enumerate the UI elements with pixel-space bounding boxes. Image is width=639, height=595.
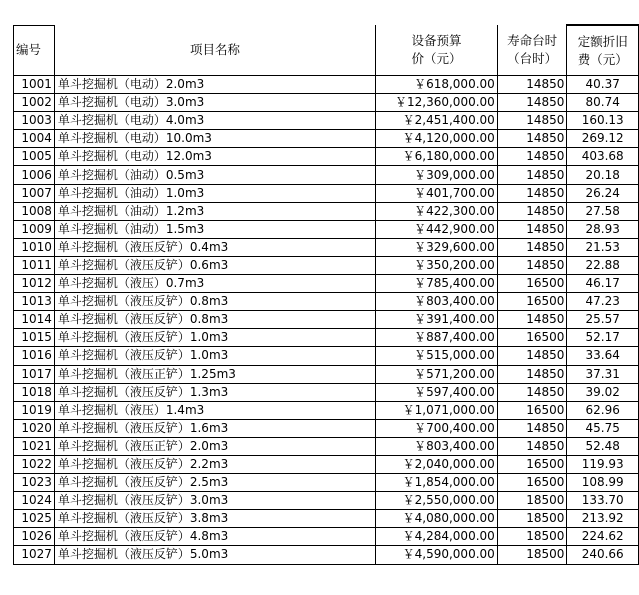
cell-code[interactable]: 1002 bbox=[14, 94, 55, 112]
cell-life[interactable]: 18500 bbox=[497, 492, 567, 510]
cell-life[interactable]: 14850 bbox=[497, 148, 567, 166]
cell-code[interactable]: 1026 bbox=[14, 528, 55, 546]
cell-code[interactable]: 1003 bbox=[14, 112, 55, 130]
cell-life[interactable]: 14850 bbox=[497, 76, 567, 94]
table-row bbox=[14, 419, 639, 437]
cell-price[interactable]: ￥350,200.00 bbox=[376, 256, 498, 274]
header-life[interactable] bbox=[497, 25, 567, 76]
cell-name[interactable]: 单斗挖掘机（油动）1.0m3 bbox=[54, 184, 375, 202]
cell-rate[interactable]: 269.12 bbox=[567, 130, 639, 148]
cell-life[interactable]: 16500 bbox=[497, 455, 567, 473]
cell-price[interactable]: ￥2,040,000.00 bbox=[376, 455, 498, 473]
cell-price[interactable]: ￥2,550,000.00 bbox=[376, 492, 498, 510]
cell-name[interactable]: 单斗挖掘机（液压）1.4m3 bbox=[54, 401, 375, 419]
cell-life[interactable]: 14850 bbox=[497, 347, 567, 365]
cell-rate[interactable]: 46.17 bbox=[567, 275, 639, 293]
cell-rate[interactable]: 33.64 bbox=[567, 347, 639, 365]
cell-price[interactable]: ￥618,000.00 bbox=[376, 76, 498, 94]
equipment-table bbox=[13, 24, 639, 565]
cell-code[interactable]: 1012 bbox=[14, 275, 55, 293]
header-life-line1: 寿命台时 bbox=[507, 33, 558, 48]
table-row bbox=[14, 474, 639, 492]
cell-life[interactable]: 18500 bbox=[497, 528, 567, 546]
cell-name[interactable]: 单斗挖掘机（液压反铲）3.0m3 bbox=[54, 492, 375, 510]
cell-life[interactable]: 16500 bbox=[497, 275, 567, 293]
cell-price[interactable]: ￥1,071,000.00 bbox=[376, 401, 498, 419]
table-row bbox=[14, 112, 639, 130]
cell-name[interactable]: 单斗挖掘机（液压反铲）0.8m3 bbox=[54, 293, 375, 311]
header-rate[interactable] bbox=[567, 25, 639, 76]
cell-code[interactable]: 1022 bbox=[14, 455, 55, 473]
cell-code[interactable]: 1027 bbox=[14, 546, 55, 564]
cell-price[interactable]: ￥391,400.00 bbox=[376, 311, 498, 329]
cell-code[interactable]: 1009 bbox=[14, 220, 55, 238]
cell-name[interactable]: 单斗挖掘机（液压正铲）1.25m3 bbox=[54, 365, 375, 383]
cell-price[interactable]: ￥6,180,000.00 bbox=[376, 148, 498, 166]
header-row bbox=[14, 25, 639, 76]
cell-code[interactable]: 1006 bbox=[14, 166, 55, 184]
cell-life[interactable]: 16500 bbox=[497, 474, 567, 492]
cell-life[interactable]: 14850 bbox=[497, 311, 567, 329]
cell-code[interactable]: 1021 bbox=[14, 437, 55, 455]
cell-price[interactable]: ￥401,700.00 bbox=[376, 184, 498, 202]
cell-rate[interactable]: 119.93 bbox=[567, 455, 639, 473]
cell-name[interactable]: 单斗挖掘机（液压反铲）0.6m3 bbox=[54, 256, 375, 274]
cell-name[interactable]: 单斗挖掘机（液压反铲）1.0m3 bbox=[54, 329, 375, 347]
cell-rate[interactable]: 26.24 bbox=[567, 184, 639, 202]
cell-price[interactable]: ￥1,854,000.00 bbox=[376, 474, 498, 492]
cell-price[interactable]: ￥785,400.00 bbox=[376, 275, 498, 293]
table-row bbox=[14, 293, 639, 311]
cell-price[interactable]: ￥422,300.00 bbox=[376, 202, 498, 220]
cell-code[interactable]: 1015 bbox=[14, 329, 55, 347]
cell-code[interactable]: 1013 bbox=[14, 293, 55, 311]
table-row bbox=[14, 184, 639, 202]
table-row bbox=[14, 437, 639, 455]
cell-rate[interactable]: 224.62 bbox=[567, 528, 639, 546]
cell-life[interactable]: 14850 bbox=[497, 130, 567, 148]
table-row bbox=[14, 166, 639, 184]
cell-code[interactable]: 1014 bbox=[14, 311, 55, 329]
table-row bbox=[14, 148, 639, 166]
cell-code[interactable]: 1024 bbox=[14, 492, 55, 510]
cell-rate[interactable]: 52.48 bbox=[567, 437, 639, 455]
cell-life[interactable]: 16500 bbox=[497, 329, 567, 347]
cell-name[interactable]: 单斗挖掘机（油动）1.2m3 bbox=[54, 202, 375, 220]
table-row bbox=[14, 492, 639, 510]
table-row bbox=[14, 76, 639, 94]
header-price[interactable] bbox=[376, 25, 498, 76]
cell-rate[interactable]: 45.75 bbox=[567, 419, 639, 437]
table-row bbox=[14, 347, 639, 365]
cell-code[interactable]: 1008 bbox=[14, 202, 55, 220]
cell-name[interactable]: 单斗挖掘机（液压反铲）2.5m3 bbox=[54, 474, 375, 492]
table-row bbox=[14, 365, 639, 383]
cell-code[interactable]: 1025 bbox=[14, 510, 55, 528]
cell-name[interactable]: 单斗挖掘机（电动）2.0m3 bbox=[54, 76, 375, 94]
cell-life[interactable]: 14850 bbox=[497, 94, 567, 112]
cell-price[interactable]: ￥329,600.00 bbox=[376, 238, 498, 256]
cell-price[interactable]: ￥442,900.00 bbox=[376, 220, 498, 238]
cell-price[interactable]: ￥2,451,400.00 bbox=[376, 112, 498, 130]
cell-price[interactable]: ￥4,080,000.00 bbox=[376, 510, 498, 528]
cell-price[interactable]: ￥4,120,000.00 bbox=[376, 130, 498, 148]
cell-rate[interactable]: 62.96 bbox=[567, 401, 639, 419]
table-row bbox=[14, 256, 639, 274]
cell-name[interactable]: 单斗挖掘机（液压反铲）0.4m3 bbox=[54, 238, 375, 256]
cell-name[interactable]: 单斗挖掘机（电动）4.0m3 bbox=[54, 112, 375, 130]
cell-life[interactable]: 14850 bbox=[497, 220, 567, 238]
cell-rate[interactable]: 80.74 bbox=[567, 94, 639, 112]
header-price-line1: 设备预算 bbox=[411, 33, 462, 48]
table-row bbox=[14, 238, 639, 256]
table-row bbox=[14, 202, 639, 220]
cell-life[interactable]: 14850 bbox=[497, 112, 567, 130]
cell-code[interactable]: 1001 bbox=[14, 76, 55, 94]
cell-rate[interactable]: 403.68 bbox=[567, 148, 639, 166]
cell-name[interactable]: 单斗挖掘机（电动）3.0m3 bbox=[54, 94, 375, 112]
cell-rate[interactable]: 108.99 bbox=[567, 474, 639, 492]
cell-code[interactable]: 1005 bbox=[14, 148, 55, 166]
cell-life[interactable]: 14850 bbox=[497, 437, 567, 455]
cell-name[interactable]: 单斗挖掘机（液压反铲）0.8m3 bbox=[54, 311, 375, 329]
table-row bbox=[14, 510, 639, 528]
cell-rate[interactable]: 160.13 bbox=[567, 112, 639, 130]
table-row bbox=[14, 311, 639, 329]
header-rate-line2: 费（元） bbox=[577, 51, 628, 67]
cell-code[interactable]: 1011 bbox=[14, 256, 55, 274]
cell-price[interactable]: ￥597,400.00 bbox=[376, 383, 498, 401]
cell-code[interactable]: 1018 bbox=[14, 383, 55, 401]
cell-rate[interactable]: 40.37 bbox=[567, 76, 639, 94]
cell-price[interactable]: ￥887,400.00 bbox=[376, 329, 498, 347]
header-price-line2: 价（元） bbox=[411, 51, 462, 66]
cell-code[interactable]: 1023 bbox=[14, 474, 55, 492]
table-row bbox=[14, 130, 639, 148]
table-row bbox=[14, 455, 639, 473]
cell-rate[interactable]: 240.66 bbox=[567, 546, 639, 564]
cell-name[interactable]: 单斗挖掘机（液压反铲）3.8m3 bbox=[54, 510, 375, 528]
table-row bbox=[14, 383, 639, 401]
cell-rate[interactable]: 22.88 bbox=[567, 256, 639, 274]
table-row bbox=[14, 401, 639, 419]
cell-code[interactable]: 1016 bbox=[14, 347, 55, 365]
cell-life[interactable]: 18500 bbox=[497, 510, 567, 528]
cell-code[interactable]: 1017 bbox=[14, 365, 55, 383]
cell-rate[interactable]: 133.70 bbox=[567, 492, 639, 510]
cell-life[interactable]: 14850 bbox=[497, 202, 567, 220]
table-row bbox=[14, 546, 639, 564]
cell-rate[interactable]: 27.58 bbox=[567, 202, 639, 220]
cell-rate[interactable]: 28.93 bbox=[567, 220, 639, 238]
table-body bbox=[14, 25, 639, 564]
table-row bbox=[14, 275, 639, 293]
cell-name[interactable]: 单斗挖掘机（电动）12.0m3 bbox=[54, 148, 375, 166]
cell-rate[interactable]: 52.17 bbox=[567, 329, 639, 347]
cell-price[interactable]: ￥515,000.00 bbox=[376, 347, 498, 365]
cell-rate[interactable]: 20.18 bbox=[567, 166, 639, 184]
cell-code[interactable]: 1007 bbox=[14, 184, 55, 202]
cell-price[interactable]: ￥4,284,000.00 bbox=[376, 528, 498, 546]
cell-life[interactable]: 14850 bbox=[497, 419, 567, 437]
cell-life[interactable]: 14850 bbox=[497, 184, 567, 202]
cell-rate[interactable]: 213.92 bbox=[567, 510, 639, 528]
cell-name[interactable]: 单斗挖掘机（液压反铲）1.3m3 bbox=[54, 383, 375, 401]
table-row bbox=[14, 329, 639, 347]
cell-rate[interactable]: 21.53 bbox=[567, 238, 639, 256]
cell-life[interactable]: 16500 bbox=[497, 293, 567, 311]
cell-name[interactable]: 单斗挖掘机（电动）10.0m3 bbox=[54, 130, 375, 148]
cell-life[interactable]: 14850 bbox=[497, 238, 567, 256]
cell-name[interactable]: 单斗挖掘机（液压反铲）1.0m3 bbox=[54, 347, 375, 365]
header-code-label: 编号 bbox=[16, 42, 42, 58]
header-name-label: 项目名称 bbox=[190, 42, 241, 57]
header-name[interactable] bbox=[54, 25, 375, 76]
cell-rate[interactable]: 39.02 bbox=[567, 383, 639, 401]
cell-name[interactable]: 单斗挖掘机（液压反铲）4.8m3 bbox=[54, 528, 375, 546]
cell-code[interactable]: 1020 bbox=[14, 419, 55, 437]
cell-name[interactable]: 单斗挖掘机（油动）1.5m3 bbox=[54, 220, 375, 238]
cell-code[interactable]: 1010 bbox=[14, 238, 55, 256]
cell-price[interactable]: ￥571,200.00 bbox=[376, 365, 498, 383]
cell-life[interactable]: 16500 bbox=[497, 401, 567, 419]
table-row bbox=[14, 94, 639, 112]
cell-name[interactable]: 单斗挖掘机（液压反铲）2.2m3 bbox=[54, 455, 375, 473]
cell-rate[interactable]: 37.31 bbox=[567, 365, 639, 383]
header-rate-line1: 定额折旧 bbox=[577, 33, 628, 49]
header-life-line2: （台时） bbox=[507, 51, 558, 66]
cell-price[interactable]: ￥4,590,000.00 bbox=[376, 546, 498, 564]
cell-price[interactable]: ￥309,000.00 bbox=[376, 166, 498, 184]
cell-code[interactable]: 1019 bbox=[14, 401, 55, 419]
cell-price[interactable]: ￥700,400.00 bbox=[376, 419, 498, 437]
cell-life[interactable]: 14850 bbox=[497, 256, 567, 274]
table-row bbox=[14, 220, 639, 238]
cell-code[interactable]: 1004 bbox=[14, 130, 55, 148]
cell-name[interactable]: 单斗挖掘机（液压反铲）5.0m3 bbox=[54, 546, 375, 564]
cell-name[interactable]: 单斗挖掘机（液压反铲）1.6m3 bbox=[54, 419, 375, 437]
cell-life[interactable]: 14850 bbox=[497, 365, 567, 383]
cell-price[interactable]: ￥12,360,000.00 bbox=[376, 94, 498, 112]
header-code[interactable] bbox=[14, 25, 55, 76]
cell-life[interactable]: 18500 bbox=[497, 546, 567, 564]
table-row bbox=[14, 528, 639, 546]
cell-life[interactable]: 14850 bbox=[497, 383, 567, 401]
cell-price[interactable]: ￥803,400.00 bbox=[376, 437, 498, 455]
cell-rate[interactable]: 25.57 bbox=[567, 311, 639, 329]
cell-rate[interactable]: 47.23 bbox=[567, 293, 639, 311]
cell-name[interactable]: 单斗挖掘机（液压正铲）2.0m3 bbox=[54, 437, 375, 455]
cell-name[interactable]: 单斗挖掘机（液压）0.7m3 bbox=[54, 275, 375, 293]
cell-name[interactable]: 单斗挖掘机（油动）0.5m3 bbox=[54, 166, 375, 184]
cell-price[interactable]: ￥803,400.00 bbox=[376, 293, 498, 311]
cell-life[interactable]: 14850 bbox=[497, 166, 567, 184]
